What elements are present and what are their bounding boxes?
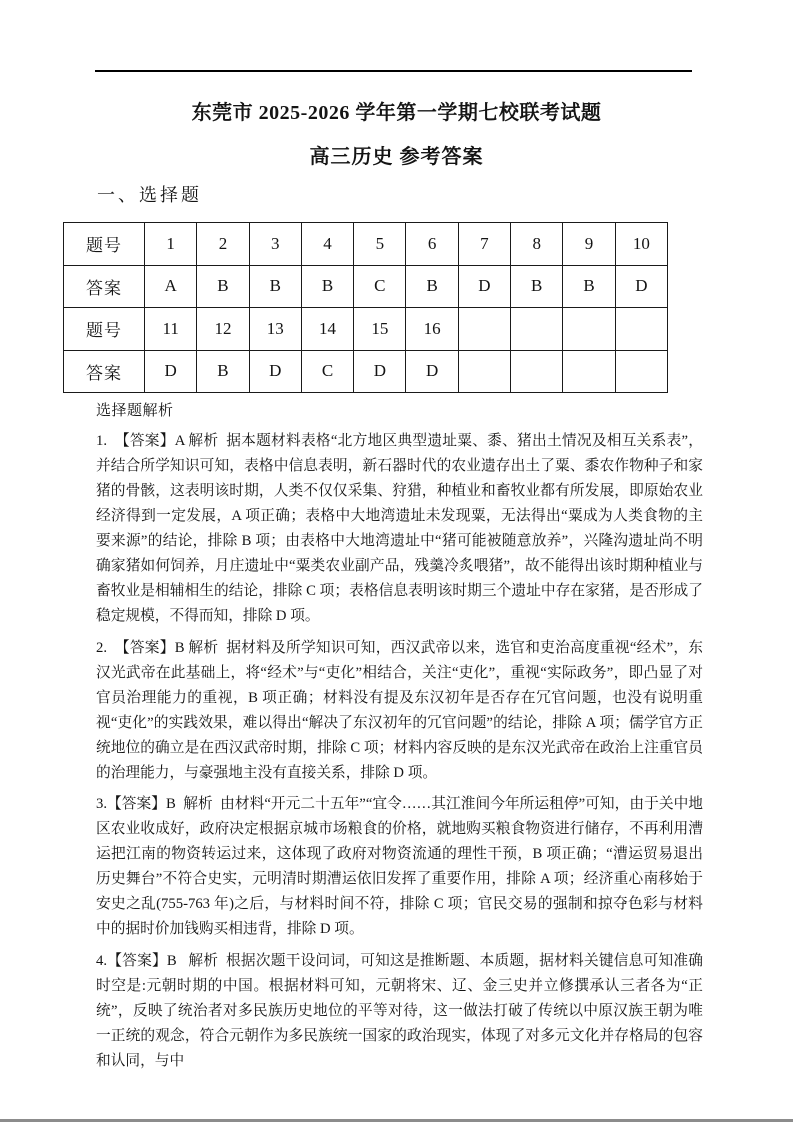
analysis-item-4: 4.【答案】B 解析 根据次题干设问词，可知这是推断题、本质题，据材料关键信息可知准确时空是:元朝时期的中国。根据材料可知，元朝将宋、辽、金三史并立修撰承认三者各为“正统”，反映了统治者对多民族历史地位的平等对待，这一做法打破了传统以中原汉族王朝为唯一正统的观念，符合元朝作为多民族统一国家的政治现实，体现了对多元文化并存格局的包容和认同，与中 bbox=[96, 952, 703, 1069]
question-number-cell: 2 bbox=[197, 223, 249, 266]
table-row-question-numbers-2 bbox=[64, 308, 668, 351]
question-number-cell bbox=[511, 308, 563, 351]
question-number-cell: 13 bbox=[249, 308, 301, 351]
header-rule bbox=[95, 70, 692, 72]
answer-cell: D bbox=[406, 350, 458, 393]
answer-cell: D bbox=[458, 265, 510, 308]
answer-cell: D bbox=[354, 350, 406, 393]
question-number-cell: 11 bbox=[145, 308, 197, 351]
question-number-cell: 9 bbox=[563, 223, 615, 266]
question-number-cell: 14 bbox=[301, 308, 353, 351]
analysis-heading: 选择题解析 bbox=[96, 403, 174, 419]
answer-cell: D bbox=[615, 265, 667, 308]
answer-key-table bbox=[63, 222, 668, 393]
question-number-cell: 1 bbox=[145, 223, 197, 266]
page-subtitle: 高三历史 参考答案 bbox=[309, 146, 484, 168]
table-row-answers-2 bbox=[64, 350, 668, 393]
question-number-cell: 12 bbox=[197, 308, 249, 351]
page-title: 东莞市 2025-2026 学年第一学期七校联考试题 bbox=[191, 102, 602, 124]
question-number-cell: 4 bbox=[301, 223, 353, 266]
answer-cell: B bbox=[197, 265, 249, 308]
question-number-cell: 7 bbox=[458, 223, 510, 266]
row-label: 答案 bbox=[64, 350, 145, 393]
answer-cell: D bbox=[249, 350, 301, 393]
answer-cell bbox=[511, 350, 563, 393]
answer-cell: B bbox=[406, 265, 458, 308]
answer-cell bbox=[615, 350, 667, 393]
question-number-cell bbox=[458, 308, 510, 351]
analysis-section bbox=[96, 399, 703, 1080]
answer-cell: D bbox=[145, 350, 197, 393]
answer-cell bbox=[563, 350, 615, 393]
analysis-item-1: 1. 【答案】A 解析 据本题材料表格“北方地区典型遗址粟、黍、猪出土情况及相互关系表”，并结合所学知识可知，表格中信息表明，新石器时代的农业遗存出土了粟、黍农作物种子和家猪的骨骸，这表明该时期，人类不仅仅采集、狩猎，种植业和畜牧业都有所发展，即原始农业经济得到一定发展，A 项正确；表格中大地湾遗址未发现粟，无法得出“粟成为人类食物的主要来源”的结论，排除 B 项；由表格中大地湾遗址中“猪可能被随意放养”，兴隆沟遗址尚不明确家猪如何饲养，月庄遗址中“粟类农业副产品，残羹冷炙喂猪”，故不能得出该时期种植业与畜牧业是相辅相生的结论，排除 C 项；表格信息表明该时期三个遗址中存在家猪，是否形成了稳定规模，不得而知，排除 D 项。 bbox=[96, 433, 703, 624]
answer-cell: C bbox=[354, 265, 406, 308]
row-label: 题号 bbox=[64, 308, 145, 351]
question-number-cell: 5 bbox=[354, 223, 406, 266]
analysis-item-2: 2. 【答案】B 解析 据材料及所学知识可知，西汉武帝以来，选官和吏治高度重视“经术”，东汉光武帝在此基础上，将“经术”与“吏化”相结合，关注“吏化”，重视“实际政务”，即凸显了对官员治理能力的重视，B 项正确；材料没有提及东汉初年是否存在冗官问题，也没有说明重视“吏化”的实践效果，难以得出“解决了东汉初年的冗官问题”的结论，排除 A 项；儒学官方正统地位的确立是在西汉武帝时期，排除 C 项；材料内容反映的是东汉光武帝在政治上注重官员的治理能力，与豪强地主没有直接关系，排除 D 项。 bbox=[96, 639, 703, 781]
answer-cell: B bbox=[249, 265, 301, 308]
answer-cell bbox=[458, 350, 510, 393]
answer-cell: B bbox=[197, 350, 249, 393]
section-heading-multiple-choice: 一、选择题 bbox=[97, 185, 202, 205]
analysis-item-3: 3.【答案】B 解析 由材料“开元二十五年”“宜令……其江淮间今年所运租停”可知，由于关中地区农业收成好，政府决定根据京城市场粮食的价格，就地购买粮食物资进行储存，不再利用漕运把江南的物资转运过来，这体现了政府对物资流通的理性干预，B 项正确；“漕运贸易退出历史舞台”不符合史实，元明清时期漕运依旧发挥了重要作用，排除 A 项；经济重心南移始于安史之乱(755-763 年)之后，与材料时间不符，排除 C 项；官民交易的强制和掠夺色彩与材料中的据时价加钱购买相违背，排除 D 项。 bbox=[96, 796, 703, 937]
question-number-cell: 15 bbox=[354, 308, 406, 351]
question-number-cell: 6 bbox=[406, 223, 458, 266]
table-row-question-numbers-1 bbox=[64, 223, 668, 266]
answer-cell: B bbox=[301, 265, 353, 308]
answer-cell: B bbox=[563, 265, 615, 308]
table-row-answers-1 bbox=[64, 265, 668, 308]
answer-cell: C bbox=[301, 350, 353, 393]
question-number-cell: 16 bbox=[406, 308, 458, 351]
question-number-cell bbox=[615, 308, 667, 351]
question-number-cell bbox=[563, 308, 615, 351]
question-number-cell: 3 bbox=[249, 223, 301, 266]
row-label: 答案 bbox=[64, 265, 145, 308]
answer-cell: A bbox=[145, 265, 197, 308]
answer-cell: B bbox=[511, 265, 563, 308]
question-number-cell: 8 bbox=[511, 223, 563, 266]
question-number-cell: 10 bbox=[615, 223, 667, 266]
row-label: 题号 bbox=[64, 223, 145, 266]
